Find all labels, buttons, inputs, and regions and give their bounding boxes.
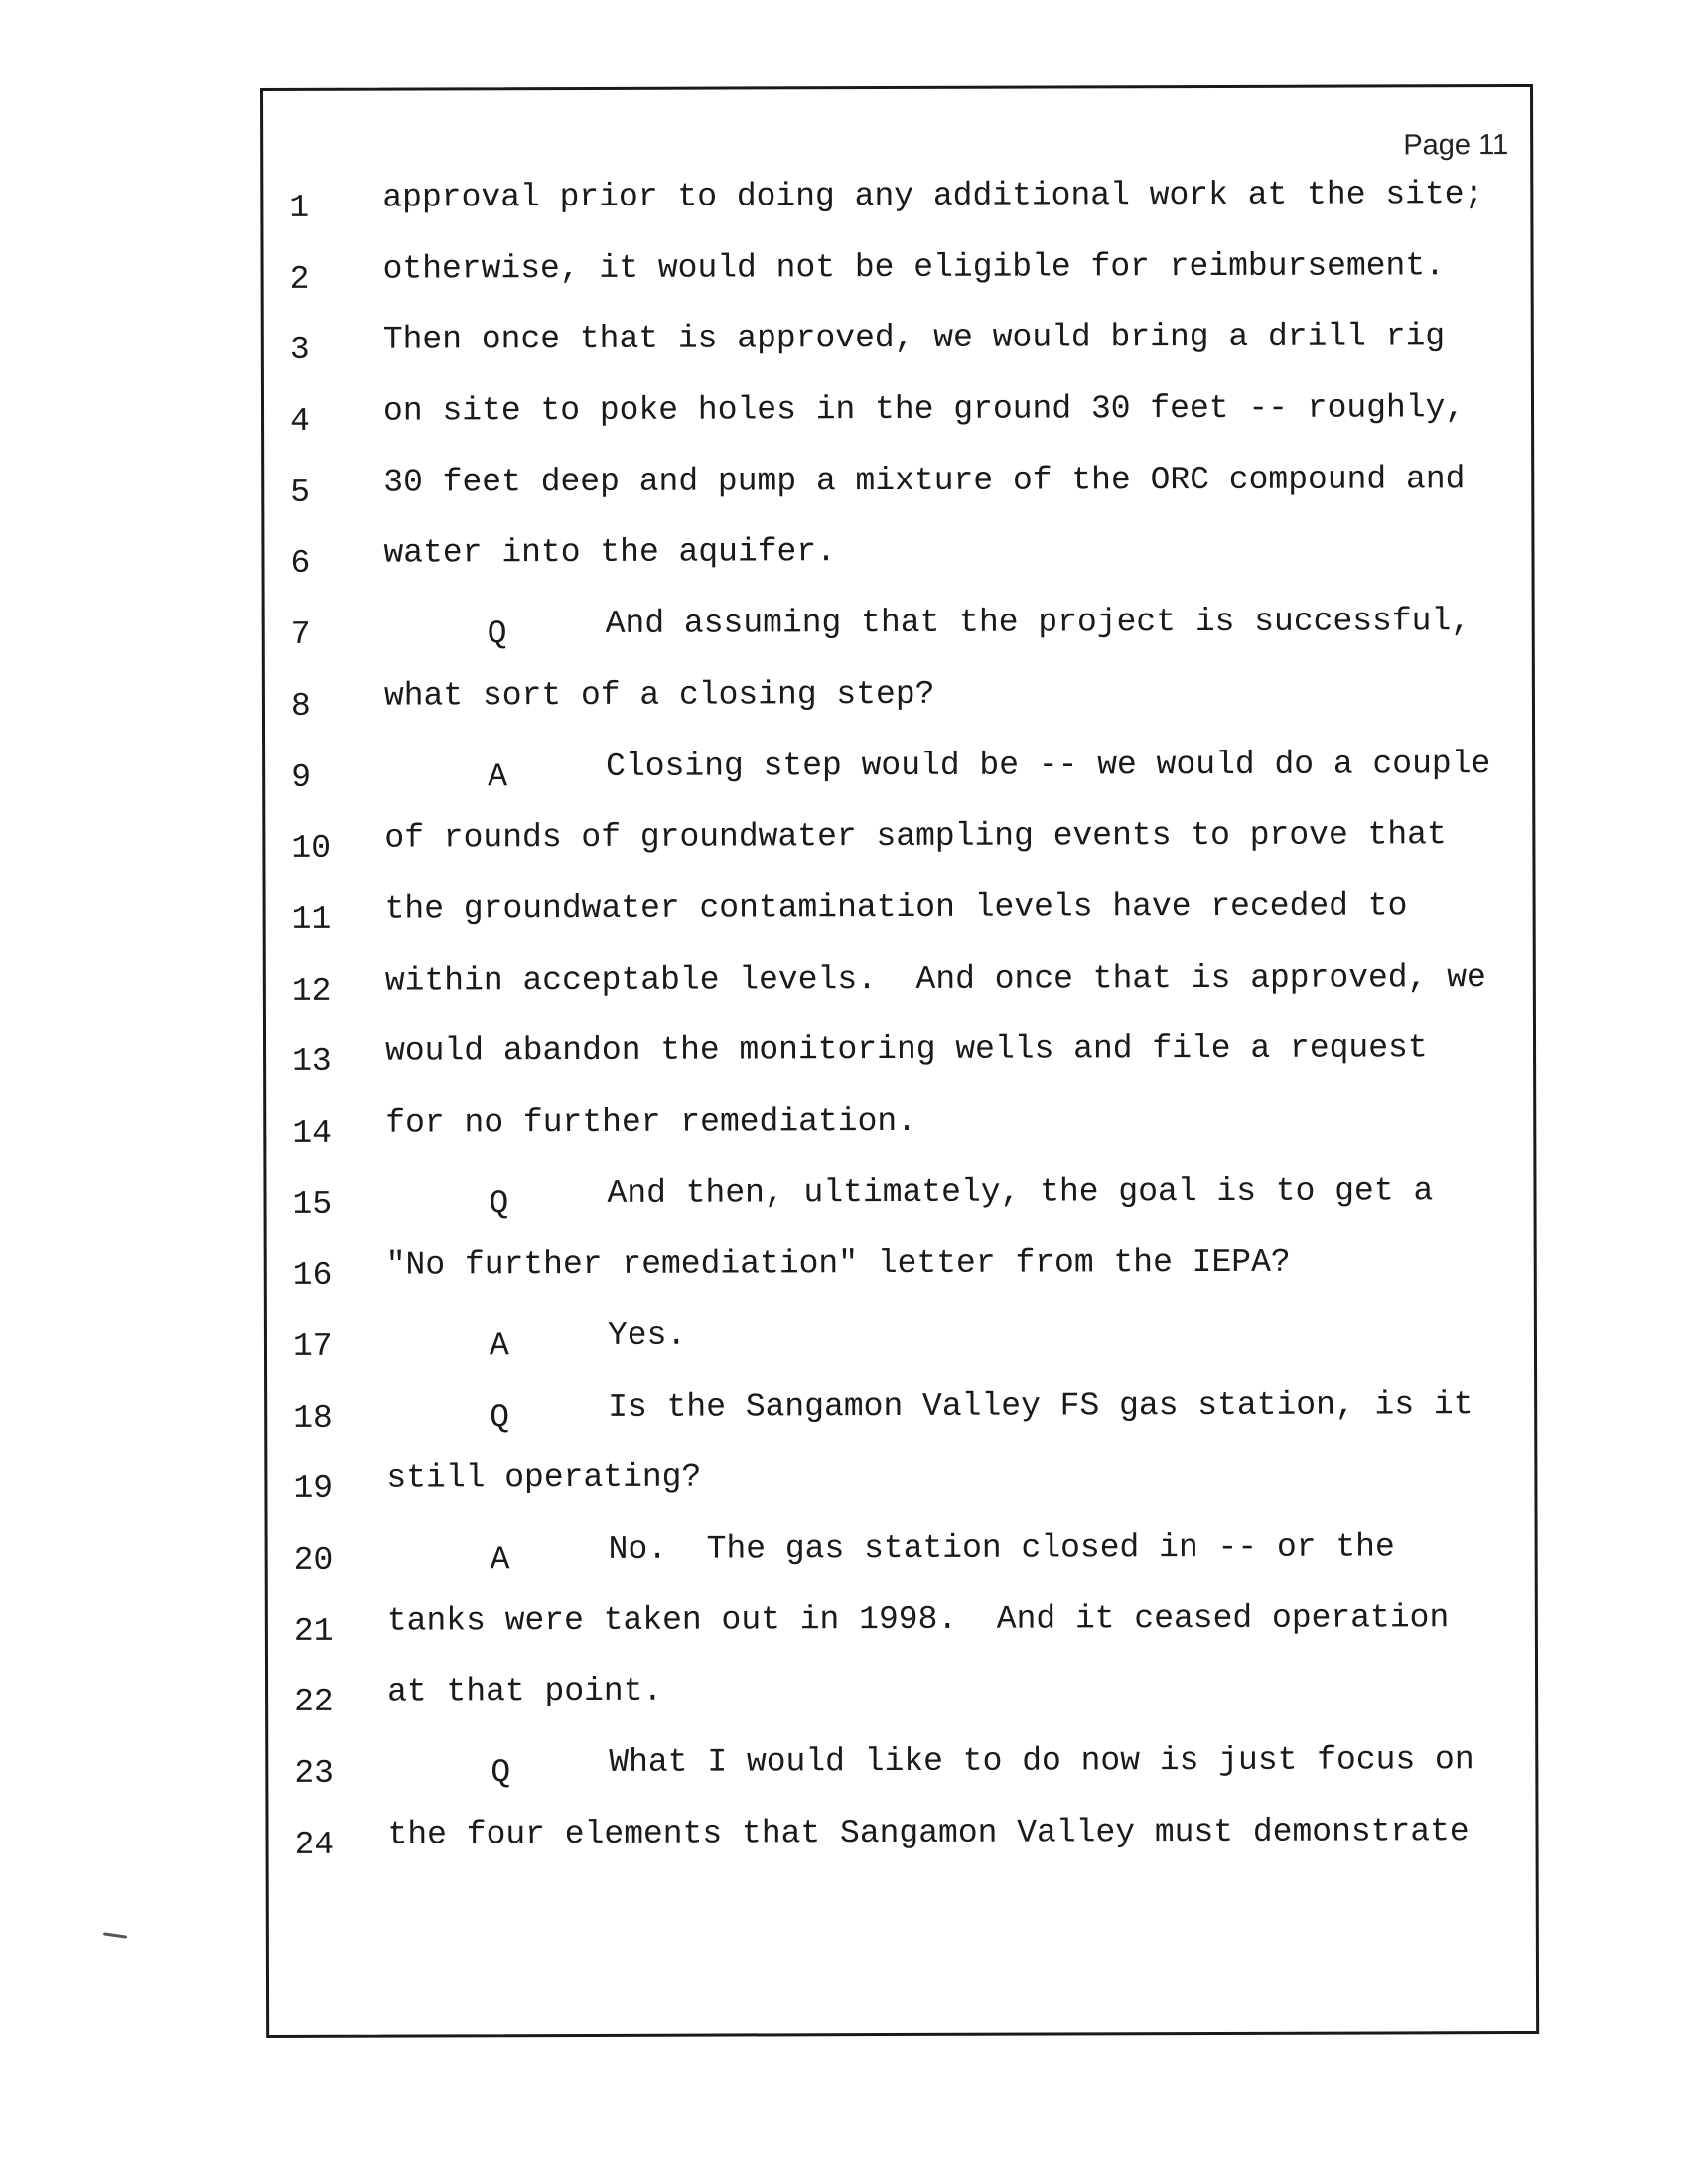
transcript-page — [260, 84, 1539, 2038]
line-number: 16 — [292, 1257, 333, 1295]
line-number: 18 — [293, 1399, 333, 1436]
line-number: 14 — [292, 1114, 332, 1152]
line-text: the groundwater contamination levels have receded to — [384, 887, 1408, 928]
line-text: No. The gas station closed in -- or the — [608, 1528, 1395, 1568]
transcript-lines — [263, 170, 1535, 1882]
qa-marker: Q — [490, 1398, 510, 1435]
transcript-line — [266, 953, 1533, 1028]
transcript-line — [266, 1166, 1533, 1242]
line-text: water into the aquifer. — [383, 533, 837, 573]
line-number: 3 — [289, 332, 310, 369]
qa-marker: Q — [489, 1184, 509, 1222]
transcript-line — [268, 1807, 1535, 1882]
line-text: And assuming that the project is successful, — [605, 603, 1472, 643]
transcript-line — [267, 1450, 1534, 1526]
line-number: 13 — [292, 1043, 332, 1081]
line-text: on site to poke holes in the ground 30 feet -- roughly, — [382, 389, 1466, 430]
transcript-line — [267, 1380, 1534, 1455]
transcript-line — [265, 668, 1532, 744]
transcript-line — [264, 312, 1531, 387]
line-text: "No further remediation" letter from the IEPA? — [385, 1244, 1291, 1284]
line-number: 12 — [291, 972, 332, 1010]
line-text: tanks were taken out in 1998. And it ceased operation — [386, 1598, 1450, 1640]
line-number: 9 — [291, 758, 312, 796]
line-text: the four elements that Sangamon Valley must demonstrate — [387, 1812, 1470, 1853]
qa-marker: A — [490, 1541, 510, 1578]
line-text: within acceptable levels. And once that is approved, we — [384, 958, 1486, 1000]
line-number: 11 — [291, 900, 332, 938]
line-text: 30 feet deep and pump a mixture of the ORC compound and — [383, 460, 1466, 501]
line-number: 2 — [289, 260, 310, 298]
qa-marker: Q — [487, 615, 507, 653]
line-number: 15 — [292, 1185, 333, 1223]
line-text: what sort of a closing step? — [383, 675, 935, 715]
transcript-line — [268, 1664, 1535, 1739]
transcript-line — [268, 1735, 1535, 1811]
line-number: 22 — [294, 1684, 334, 1721]
transcript-line — [267, 1237, 1534, 1312]
line-text: otherwise, it would not be eligible for reimbursement. — [382, 246, 1445, 288]
transcript-line — [265, 810, 1532, 886]
line-text: would abandon the monitoring wells and file a request — [384, 1029, 1428, 1070]
scan-artifact-mark — [103, 1932, 127, 1938]
line-number: 6 — [290, 545, 311, 583]
transcript-line — [263, 170, 1530, 245]
line-text: Closing step would be -- we would do a couple — [606, 745, 1491, 785]
transcript-line — [266, 1095, 1533, 1170]
line-number: 19 — [293, 1470, 334, 1508]
line-number: 20 — [293, 1541, 334, 1578]
line-text: approval prior to doing any additional work at the site; — [382, 176, 1484, 216]
line-number: 8 — [290, 687, 311, 725]
qa-marker: Q — [491, 1754, 511, 1792]
transcript-line — [264, 383, 1531, 459]
qa-marker: A — [489, 1327, 509, 1365]
line-number: 23 — [294, 1754, 335, 1793]
line-text: Is the Sangamon Valley FS gas station, is it — [608, 1385, 1474, 1426]
line-text: Yes. — [607, 1316, 687, 1354]
line-number: 7 — [290, 615, 311, 654]
line-text: for no further remediation. — [385, 1102, 917, 1142]
line-text: Then once that is approved, we would bring a drill rig — [382, 318, 1446, 358]
transcript-line — [266, 1024, 1533, 1099]
transcript-line — [266, 882, 1533, 957]
line-number: 17 — [292, 1327, 333, 1365]
transcript-line — [268, 1593, 1535, 1669]
page-number: Page 11 — [1403, 129, 1509, 162]
line-text: at that point. — [387, 1673, 663, 1711]
line-number: 21 — [293, 1612, 334, 1650]
transcript-line — [263, 241, 1530, 317]
transcript-line — [267, 1308, 1534, 1384]
line-number: 1 — [289, 189, 310, 226]
transcript-line — [268, 1522, 1535, 1597]
transcript-line — [265, 739, 1532, 814]
transcript-line — [264, 455, 1531, 530]
transcript-line — [265, 597, 1532, 672]
line-number: 10 — [291, 829, 332, 868]
line-text: of rounds of groundwater sampling events to prove that — [384, 816, 1447, 857]
transcript-line — [264, 525, 1531, 601]
line-text: What I would like to do now is just focus on — [609, 1741, 1474, 1782]
line-number: 4 — [289, 402, 310, 440]
line-number: 5 — [290, 474, 311, 511]
qa-marker: A — [488, 757, 508, 795]
line-number: 24 — [294, 1826, 335, 1863]
line-text: still operating? — [386, 1458, 702, 1497]
line-text: And then, ultimately, the goal is to get a — [607, 1171, 1434, 1212]
